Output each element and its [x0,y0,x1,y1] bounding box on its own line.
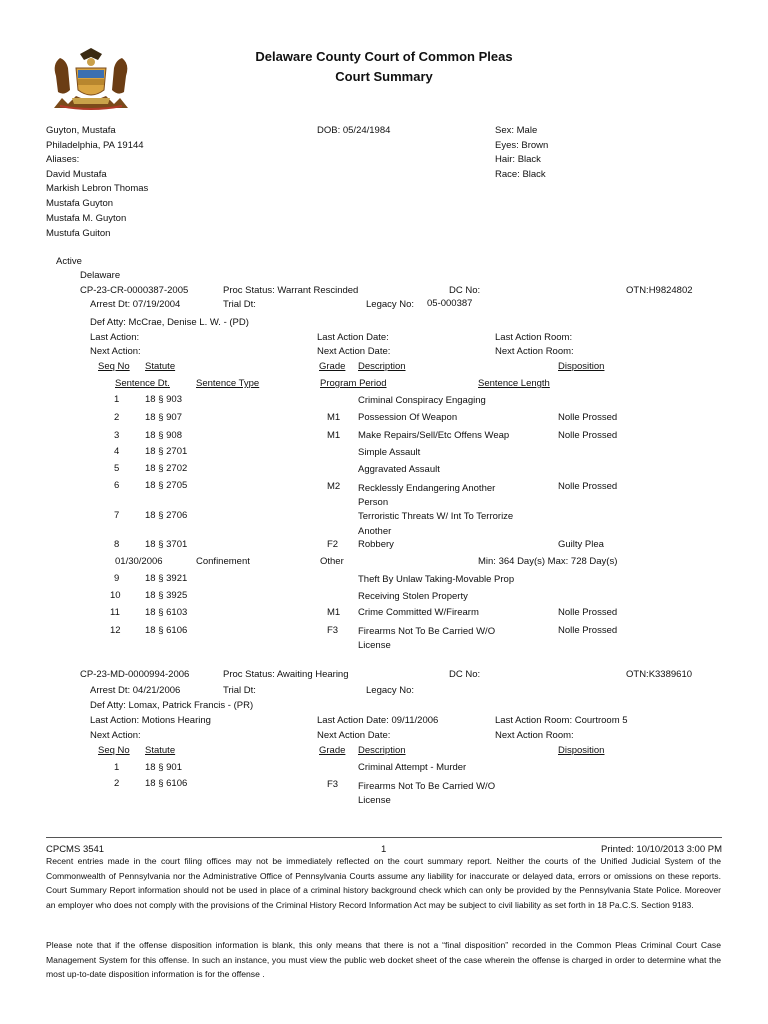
col-header-seq: Seq No [98,361,130,372]
col-header-sentence-type: Sentence Type [196,378,260,389]
next-action-date: Next Action Date: [317,730,391,741]
charge-description: Simple Assault [358,447,421,458]
proc-status: Proc Status: Warrant Rescinded [223,285,359,296]
charge-seq: 8 [114,539,120,550]
charge-description: Aggravated Assault [358,464,440,475]
page-title: Delaware County Court of Common Pleas [255,49,513,64]
aliases-label: Aliases: [46,154,80,165]
charge-statute: 18 § 901 [145,762,182,773]
sex: Sex: Male [495,125,538,136]
charge-description: Robbery [358,539,394,550]
last-action-date: Last Action Date: 09/11/2006 [317,715,439,726]
status-heading: Active [56,256,82,267]
sentence-length: Min: 364 Day(s) Max: 728 Day(s) [478,556,618,567]
charge-description: Recklessly Endangering Another [358,483,496,494]
charge-grade: F2 [327,539,339,550]
defendant-name: Guyton, Mustafa [46,125,116,136]
col-header-disposition: Disposition [558,745,605,756]
charge-statute: 18 § 907 [145,412,182,423]
col-header-disposition: Disposition [558,361,605,372]
charge-grade: M1 [327,430,341,441]
col-header-statute: Statute [145,361,176,372]
hair: Hair: Black [495,154,541,165]
charge-description-cont: License [358,640,391,651]
charge-grade: M1 [327,412,341,423]
charge-disposition: Nolle Prossed [558,481,618,492]
eyes: Eyes: Brown [495,140,549,151]
defendant-address: Philadelphia, PA 19144 [46,140,144,151]
charge-grade: F3 [327,625,339,636]
alias-item: Mustafa Guyton [46,198,114,209]
charge-statute: 18 § 3921 [145,573,188,584]
dc-no: DC No: [449,669,481,680]
otn: OTN:K3389610 [626,669,693,680]
charge-grade: F3 [327,779,339,790]
col-header-grade: Grade [319,361,346,372]
disclaimer-paragraph: Recent entries made in the court filing offices may not be immediately reflected on the court summary report. Neither the courts of the Unified Judicial System of the Commonwealth of Pennsylvania nor the Administrative Office of Pennsylvania Courts assume any liability for inaccurate or delayed data, errors or omissions on these reports. Court Summary Report information should not be used in place of a criminal history background check which can only be provided by the Pennsylvania State Police. Moreover an employer who does not comply with the provisions of the Criminal History Record Information Act may be subject to civil liability as set forth in 18 Pa.C.S. Section 9183. [46,856,721,910]
charge-disposition: Nolle Prossed [558,625,618,636]
charge-seq: 2 [114,412,120,423]
dc-no: DC No: [449,285,481,296]
charge-disposition: Nolle Prossed [558,430,618,441]
col-header-description: Description [358,361,406,372]
dob: DOB: 05/24/1984 [317,125,391,136]
sentence-type: Confinement [196,556,250,567]
next-action: Next Action: [90,346,141,357]
charge-seq: 6 [114,480,120,491]
race: Race: Black [495,169,546,180]
next-action-room: Next Action Room: [495,730,574,741]
arrest-date: Arrest Dt: 04/21/2006 [90,685,181,696]
charge-grade: M2 [327,481,341,492]
alias-item: Markish Lebron Thomas [46,183,149,194]
charge-description: Firearms Not To Be Carried W/O [358,626,496,637]
charge-statute: 18 § 908 [145,430,182,441]
defense-attorney: Def Atty: McCrae, Denise L. W. - (PD) [90,317,249,328]
charge-statute: 18 § 3925 [145,590,188,601]
col-header-grade: Grade [319,745,346,756]
charge-seq: 4 [114,446,120,457]
charge-description-cont: Person [358,497,389,508]
last-action-room: Last Action Room: [495,332,573,343]
charge-seq: 12 [110,625,121,636]
next-action: Next Action: [90,730,141,741]
county-name: Delaware [80,270,121,281]
sentence-program-period: Other [320,556,344,567]
trial-date: Trial Dt: [223,685,256,696]
charge-statute: 18 § 6106 [145,625,188,636]
charge-description: Possession Of Weapon [358,412,458,423]
arrest-date: Arrest Dt: 07/19/2004 [90,299,181,310]
proc-status: Proc Status: Awaiting Hearing [223,669,349,680]
page-number: 1 [381,844,387,855]
col-header-statute: Statute [145,745,176,756]
alias-item: Mustufa Guiton [46,228,111,239]
charge-statute: 18 § 2702 [145,463,188,474]
charge-disposition: Guilty Plea [558,539,604,550]
alias-item: Mustafa M. Guyton [46,213,127,224]
charge-seq: 2 [114,778,120,789]
legacy-no: Legacy No: [366,299,415,310]
last-action-date: Last Action Date: [317,332,389,343]
charge-statute: 18 § 3701 [145,539,188,550]
last-action-room: Last Action Room: Courtroom 5 [495,715,628,726]
charge-seq: 1 [114,394,120,405]
charge-seq: 9 [114,573,120,584]
charge-seq: 1 [114,762,120,773]
charge-statute: 18 § 2706 [145,510,188,521]
charge-statute: 18 § 903 [145,394,182,405]
legacy-no-value: 05-000387 [427,298,473,309]
legacy-no: Legacy No: [366,685,415,696]
charge-disposition: Nolle Prossed [558,412,618,423]
docket-number: CP-23-CR-0000387-2005 [80,285,189,296]
charge-seq: 5 [114,463,120,474]
docket-number: CP-23-MD-0000994-2006 [80,669,190,680]
charge-description: Firearms Not To Be Carried W/O [358,781,496,792]
charge-description: Terroristic Threats W/ Int To Terrorize [358,511,514,522]
page-subtitle: Court Summary [335,69,433,84]
charge-statute: 18 § 6103 [145,607,188,618]
charge-statute: 18 § 2705 [145,480,188,491]
col-header-sentence-length: Sentence Length [478,378,550,389]
col-header-description: Description [358,745,406,756]
last-action: Last Action: Motions Hearing [90,715,211,726]
charge-description: Receiving Stolen Property [358,591,468,602]
otn: OTN:H9824802 [626,285,693,296]
alias-item: David Mustafa [46,169,107,180]
col-header-program-period: Program Period [320,378,387,389]
defense-attorney: Def Atty: Lomax, Patrick Francis - (PR) [90,700,254,711]
charge-description-cont: Another [358,526,392,537]
col-header-sentence-date: Sentence Dt. [115,378,170,389]
charge-description: Criminal Attempt - Murder [358,762,467,773]
charge-seq: 10 [110,590,121,601]
next-action-date: Next Action Date: [317,346,391,357]
charge-description: Criminal Conspiracy Engaging [358,395,486,406]
form-id: CPCMS 3541 [46,844,105,855]
col-header-seq: Seq No [98,745,130,756]
sentence-date: 01/30/2006 [115,556,163,567]
next-action-room: Next Action Room: [495,346,574,357]
printed-timestamp: Printed: 10/10/2013 3:00 PM [601,844,722,855]
charge-disposition: Nolle Prossed [558,607,618,618]
last-action: Last Action: [90,332,140,343]
disposition-note-paragraph: Please note that if the offense disposition information is blank, this only means that there is not a “final disposition” recorded in the Common Pleas Criminal Court Case Management System for this offense. In such an instance, you must view the public web docket sheet of the case wherein the offense is charged in order to determine what the most up-to-date disposition information is for the offense . [46,940,721,979]
charge-seq: 11 [110,607,120,618]
footer-divider [46,837,722,838]
charge-seq: 3 [114,430,120,441]
charge-statute: 18 § 6106 [145,778,188,789]
charge-description: Crime Committed W/Firearm [358,607,479,618]
charge-description-cont: License [358,795,391,806]
charge-description: Theft By Unlaw Taking-Movable Prop [358,574,515,585]
charge-seq: 7 [114,510,120,521]
trial-date: Trial Dt: [223,299,256,310]
charge-grade: M1 [327,607,341,618]
charge-statute: 18 § 2701 [145,446,188,457]
charge-description: Make Repairs/Sell/Etc Offens Weap [358,430,510,441]
